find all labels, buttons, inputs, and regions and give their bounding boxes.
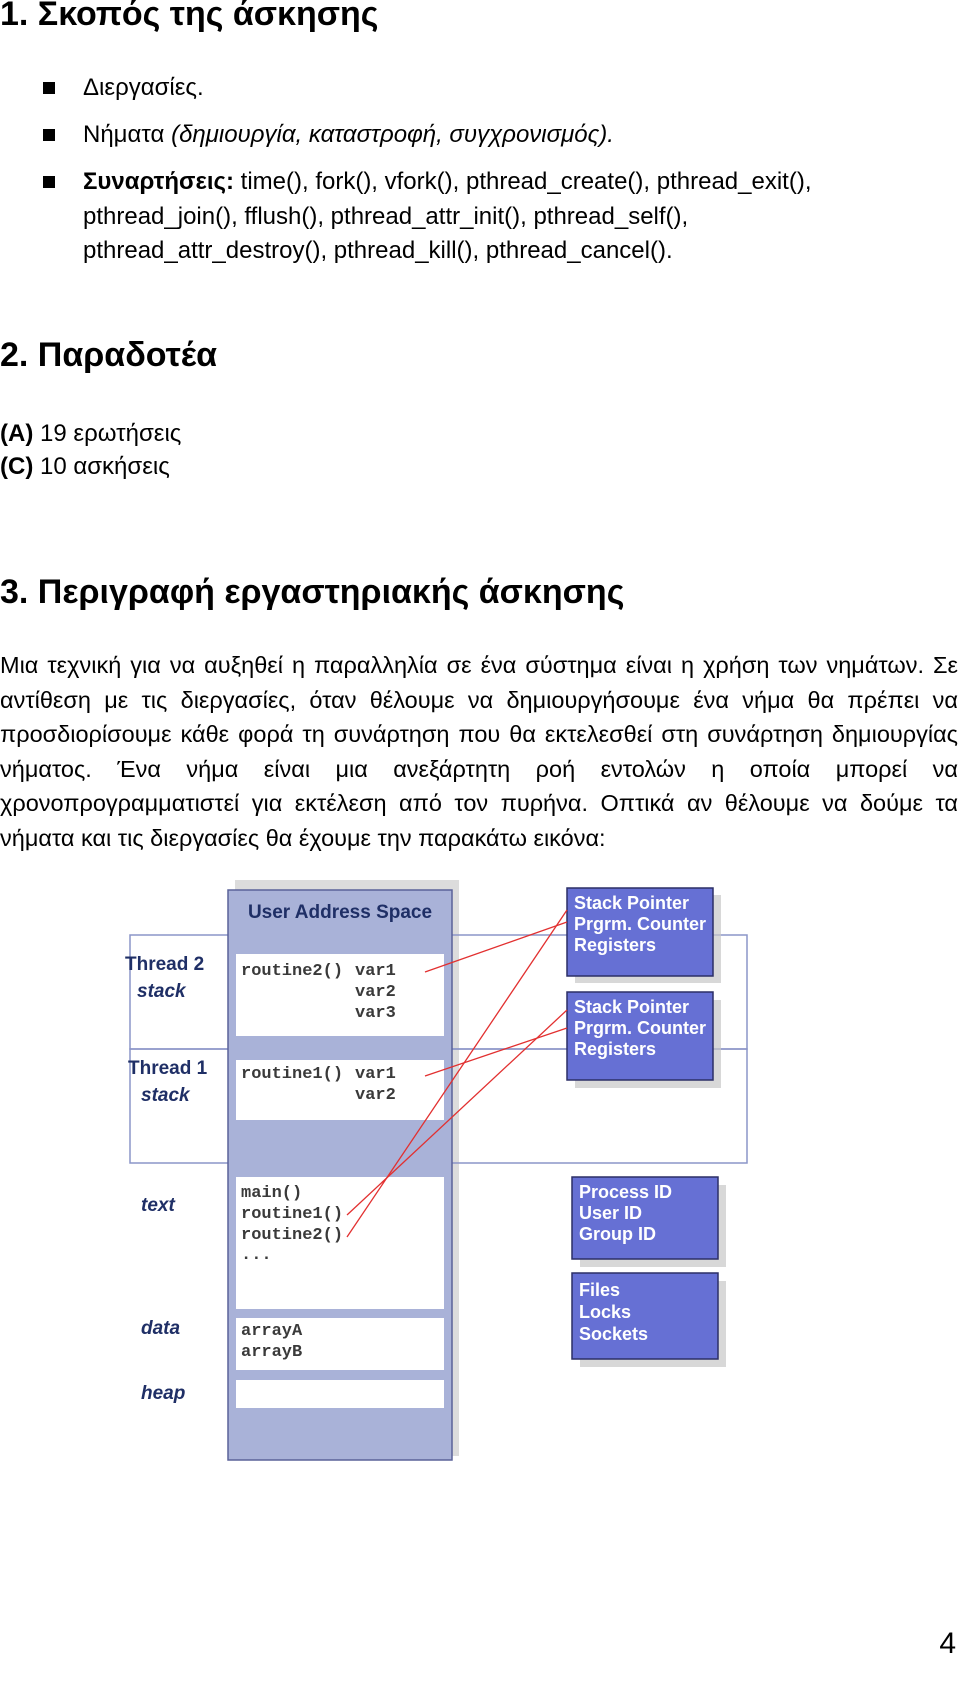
thread-memory-diagram: [125, 880, 801, 1490]
deliverable-label: (A): [0, 420, 34, 447]
thread2-var: var1: [355, 962, 396, 981]
process-item: Group ID: [579, 1224, 656, 1244]
bullet-functions-line3: pthread_attr_destroy(), pthread_kill(), pthread_cancel().: [83, 237, 673, 264]
register-item: Prgrm. Counter: [574, 914, 707, 934]
bullet-bold-label: Συναρτήσεις:: [83, 168, 234, 195]
bullet-icon: [43, 176, 55, 188]
deliverable-a: [0, 417, 181, 451]
register-item: Registers: [574, 935, 657, 955]
deliverable-text: 10 ασκήσεις: [40, 453, 170, 480]
text-line: routine2(): [241, 1226, 344, 1245]
section3-heading: 3. Περιγραφή εργαστηριακής άσκησης: [0, 573, 625, 611]
thread1-stack-label: stack: [141, 1085, 190, 1106]
page-number: 4: [939, 1627, 956, 1660]
resource-item: Files: [579, 1280, 621, 1300]
bullet-functions-line1: time(), fork(), vfork(), pthread_create(), pthread_exit(),: [233, 168, 812, 195]
bullet-text-italic: (δημιουργία, καταστροφή, συγχρονισμός).: [171, 121, 614, 148]
text-segment-label: text: [141, 1195, 175, 1216]
heap-slot: [236, 1380, 444, 1408]
thread2-var: var3: [355, 1004, 396, 1023]
process-item: User ID: [579, 1203, 643, 1223]
thread2-label: Thread 2: [125, 954, 205, 975]
heap-segment-label: heap: [141, 1383, 186, 1404]
bullet-icon: [43, 129, 55, 141]
resource-item: Locks: [579, 1302, 632, 1322]
bullet-functions-line2: pthread_join(), fflush(), pthread_attr_init(), pthread_self(),: [83, 203, 689, 230]
register-item: Prgrm. Counter: [574, 1018, 707, 1038]
text-line: ...: [241, 1246, 272, 1265]
register-item: Stack Pointer: [574, 893, 690, 913]
thread2-routine: routine2(): [241, 962, 344, 981]
bullet-icon: [43, 82, 55, 94]
register-item: Stack Pointer: [574, 997, 690, 1017]
data-line: arrayB: [241, 1343, 303, 1362]
section1-heading: 1. Σκοπός της άσκησης: [0, 0, 379, 33]
thread2-var: var2: [355, 983, 396, 1002]
thread1-var: var1: [355, 1065, 396, 1084]
deliverable-text: 19 ερωτήσεις: [40, 420, 182, 447]
data-line: arrayA: [241, 1322, 303, 1341]
thread1-routine: routine1(): [241, 1065, 344, 1084]
text-line: routine1(): [241, 1205, 344, 1224]
bullet-text: [83, 165, 811, 199]
thread1-label: Thread 1: [128, 1058, 208, 1079]
address-space-title: User Address Space: [247, 902, 433, 923]
register-item: Registers: [574, 1039, 657, 1059]
resource-item: Sockets: [579, 1324, 649, 1344]
bullet-text-plain: Νήματα: [83, 121, 172, 148]
deliverable-label: (C): [0, 453, 34, 480]
deliverable-c: [0, 450, 170, 484]
description-paragraph: Μια τεχνική για να αυξηθεί η παραλληλία σε ένα σύστημα είναι η χρήση των νημάτων. Σε αντίθεση με τις διεργασίες, όταν θέλουμε να δημιουργήσουμε ένα νήμα θα πρέπει να προσδιορίσουμε κάθε φορά τη συνάρτηση που θα εκτελεσθεί στη συνάρτηση δημιουργίας νήματος. Ένα νήμα είναι μια ανεξάρτητη ροή εντολών η οποία μπορεί να χρονοπρογραμματιστεί για εκτέλεση από τον πυρήνα. Οπτικά αν θέλουμε να δούμε τα νήματα και τις διεργασίες θα έχουμε την παρακάτω εικόνα:: [0, 652, 958, 851]
thread2-stack-label: stack: [137, 981, 186, 1002]
section2-heading: 2. Παραδοτέα: [0, 336, 218, 374]
bullet-text: Διεργασίες.: [83, 74, 204, 101]
process-item: Process ID: [579, 1182, 673, 1202]
thread1-var: var2: [355, 1086, 396, 1105]
text-line: main(): [241, 1184, 303, 1203]
data-segment-label: data: [141, 1318, 181, 1339]
bullet-text: [83, 118, 614, 152]
